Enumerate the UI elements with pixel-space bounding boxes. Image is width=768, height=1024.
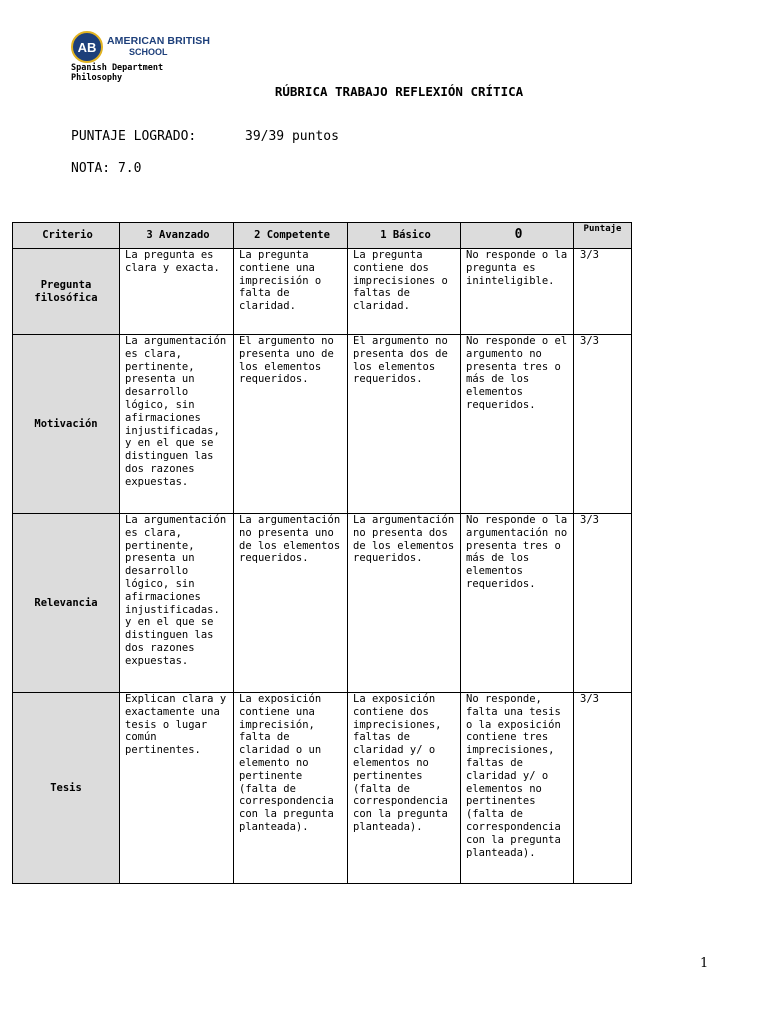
- header-basico: 1 Básico: [348, 223, 461, 249]
- level-1-cell: La pregunta contiene dos imprecisiones o faltas de claridad.: [348, 249, 461, 335]
- level-3-cell: La pregunta es clara y exacta.: [120, 249, 234, 335]
- level-1-cell: El argumento no presenta dos de los elementos requeridos.: [348, 335, 461, 514]
- level-2-cell: El argumento no presenta uno de los elementos requeridos.: [234, 335, 348, 514]
- header-competente: 2 Competente: [234, 223, 348, 249]
- header-avanzado: 3 Avanzado: [120, 223, 234, 249]
- rubric-table: [12, 222, 632, 884]
- school-crest-icon: AB: [71, 31, 103, 63]
- grade-line: [71, 161, 141, 176]
- level-0-cell: No responde o la argumentación no presenta tres o más de los elementos requeridos.: [461, 514, 574, 693]
- department-name: Spanish Department: [71, 63, 164, 73]
- table-row: [13, 693, 632, 884]
- level-2-cell: La argumentación no presenta uno de los elementos requeridos.: [234, 514, 348, 693]
- level-2-cell: La pregunta contiene una imprecisión o falta de claridad.: [234, 249, 348, 335]
- level-3-cell: Explican clara y exactamente una tesis o lugar común pertinentes.: [120, 693, 234, 884]
- table-row: [13, 335, 632, 514]
- table-row: [13, 249, 632, 335]
- document-title: RÚBRICA TRABAJO REFLEXIÓN CRÍTICA: [274, 84, 524, 99]
- grade-value: NOTA: 7.0: [71, 161, 142, 176]
- criterion-cell: Relevancia: [13, 514, 120, 693]
- level-3-cell: La argumentación es clara, pertinente, presenta un desarrollo lógico, sin afirmaciones injustificadas. y en el que se distinguen las dos razones expuestas.: [120, 514, 234, 693]
- score-cell: 3/3: [574, 249, 632, 335]
- criterion-cell: Tesis: [13, 693, 120, 884]
- score-value: 39/39 puntos: [245, 129, 339, 144]
- school-name-line2: SCHOOL: [129, 47, 168, 57]
- criterion-cell: Motivación: [13, 335, 120, 514]
- level-1-cell: La exposición contiene dos imprecisiones, faltas de claridad y/ o elementos no pertinentes (falta de correspondencia con la pregunta planteada).: [348, 693, 461, 884]
- department-block: [71, 63, 163, 83]
- score-cell: 3/3: [574, 693, 632, 884]
- page-number: 1: [700, 956, 709, 971]
- score-line: [71, 129, 339, 144]
- school-name: [107, 36, 210, 58]
- subject-name: Philosophy: [71, 73, 123, 83]
- level-0-cell: No responde, falta una tesis o la exposición contiene tres imprecisiones, faltas de claridad y/ o elementos no pertinentes (falta de correspondencia con la pregunta planteada).: [461, 693, 574, 884]
- table-row: [13, 514, 632, 693]
- level-3-cell: La argumentación es clara, pertinente, presenta un desarrollo lógico, sin afirmaciones injustificadas, y en el que se distinguen las dos razones expuestas.: [120, 335, 234, 514]
- criterion-cell: Pregunta filosófica: [13, 249, 120, 335]
- score-cell: 3/3: [574, 335, 632, 514]
- table-header-row: [13, 223, 632, 249]
- school-logo: [71, 30, 210, 64]
- header-cero: 0: [461, 223, 574, 249]
- level-0-cell: No responde o la pregunta es ininteligible.: [461, 249, 574, 335]
- level-0-cell: No responde o el argumento no presenta tres o más de los elementos requeridos.: [461, 335, 574, 514]
- level-2-cell: La exposición contiene una imprecisión, falta de claridad o un elemento no pertinente (falta de correspondencia con la pregunta planteada).: [234, 693, 348, 884]
- header-puntaje: Puntaje: [574, 223, 632, 249]
- level-1-cell: La argumentación no presenta dos de los elementos requeridos.: [348, 514, 461, 693]
- school-name-line1: AMERICAN BRITISH: [107, 35, 211, 47]
- header-criterio: Criterio: [13, 223, 120, 249]
- score-cell: 3/3: [574, 514, 632, 693]
- score-label: PUNTAJE LOGRADO:: [71, 129, 197, 144]
